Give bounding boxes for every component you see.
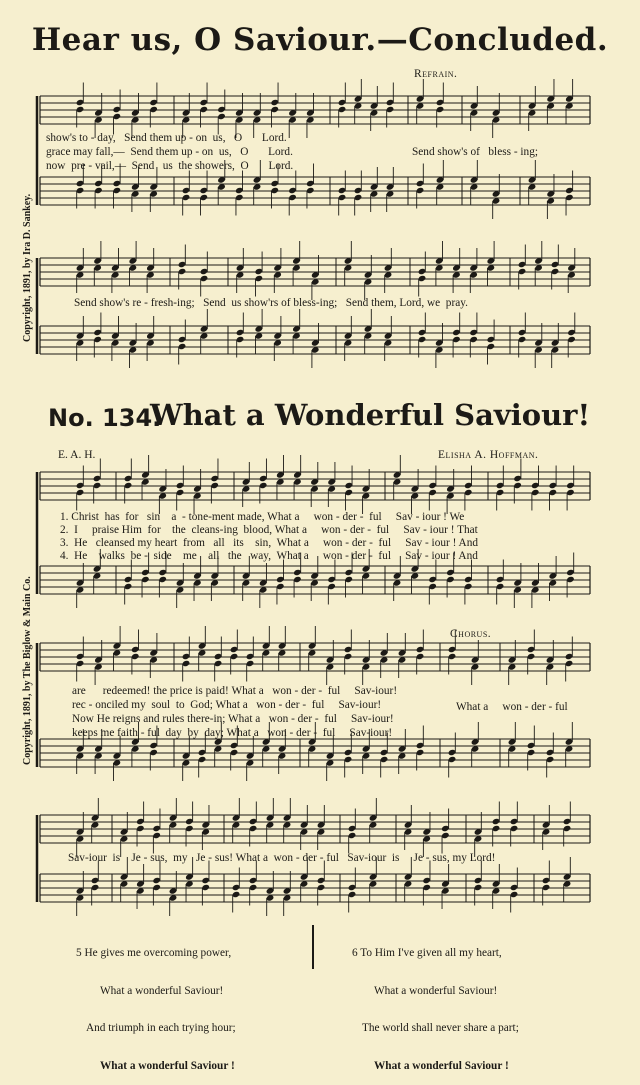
verse-line: 1. Christ has for sin a - tone-ment made, What a won - der - ful Sav - iour ! We xyxy=(60,511,465,523)
stanza-line: 6 To Him I've given all my heart, xyxy=(352,947,502,959)
lyrics-line: now pre - vail,— Send us the showers, O Lord. xyxy=(46,160,294,172)
refrain-lyrics: Send show's of bless - ing; xyxy=(412,146,538,158)
chorus-label: Chorus. xyxy=(450,628,492,640)
lyrics-line: show's to - day, Send them up - on us, O Lord. xyxy=(46,132,287,144)
verse-line: 4. He walks be - side me all the way, What a won - der - ful Sav - iour ! And xyxy=(60,550,478,562)
verse-line: are redeemed! the price is paid! What a won - der - ful Sav-iour! xyxy=(72,685,398,697)
music-composer: Elisha A. Hoffman. xyxy=(438,449,539,461)
verse-line: rec - onciled my soul to God; What a won - der - ful Sav-iour! xyxy=(72,699,382,711)
chorus-lyrics: What a won - der - ful xyxy=(456,701,568,713)
verse-line: Now He reigns and rules there-in; What a won - der - ful Sav-iour! xyxy=(72,713,394,725)
stanza-line: What a wonderful Saviour ! xyxy=(100,1059,235,1072)
chorus-lyrics: Sav-iour is Je - sus, my Je - sus! What a won - der - ful Sav-iour is Je - sus, my Lord! xyxy=(68,852,496,864)
hymn-title-concluded: Hear us, O Saviour.—Concluded. xyxy=(31,22,609,58)
hymn-title-wonderful-saviour: What a Wonderful Saviour! xyxy=(150,398,591,432)
hymn-number: No. 134. xyxy=(48,404,162,432)
lyrics-line: Send show's re - fresh-ing; Send us show'rs of bless-ing; Send them, Lord, we pray. xyxy=(74,297,468,309)
stanza-line: The world shall never share a part; xyxy=(362,1022,519,1034)
stanza-line: 5 He gives me overcoming power, xyxy=(76,947,232,959)
verse-line: 2. I praise Him for the cleans-ing blood, What a won - der - ful Sav - iour ! That xyxy=(60,524,478,536)
stanza-line: And triumph in each trying hour; xyxy=(86,1022,236,1034)
stanza-line: What a wonderful Saviour! xyxy=(374,984,498,997)
verse-line: keeps me faith - ful day by day; What a won - der - ful Sav-iour! xyxy=(72,727,393,739)
stanza-line: What a wonderful Saviour! xyxy=(100,984,224,997)
copyright-sankey: Copyright, 1891, by Ira D. Sankey. xyxy=(22,193,33,342)
refrain-label: Refrain. xyxy=(414,68,458,80)
copyright-biglow-main: Copyright, 1891, by The Biglow & Main Co. xyxy=(22,576,33,765)
words-author: E. A. H. xyxy=(58,449,96,461)
lyrics-line: grace may fall,— Send them up - on us, O Lord. xyxy=(46,146,293,158)
verse-line: 3. He cleansed my heart from all its sin, What a won - der - ful Sav - iour ! And xyxy=(60,537,478,549)
stanza-line: What a wonderful Saviour ! xyxy=(374,1059,509,1072)
